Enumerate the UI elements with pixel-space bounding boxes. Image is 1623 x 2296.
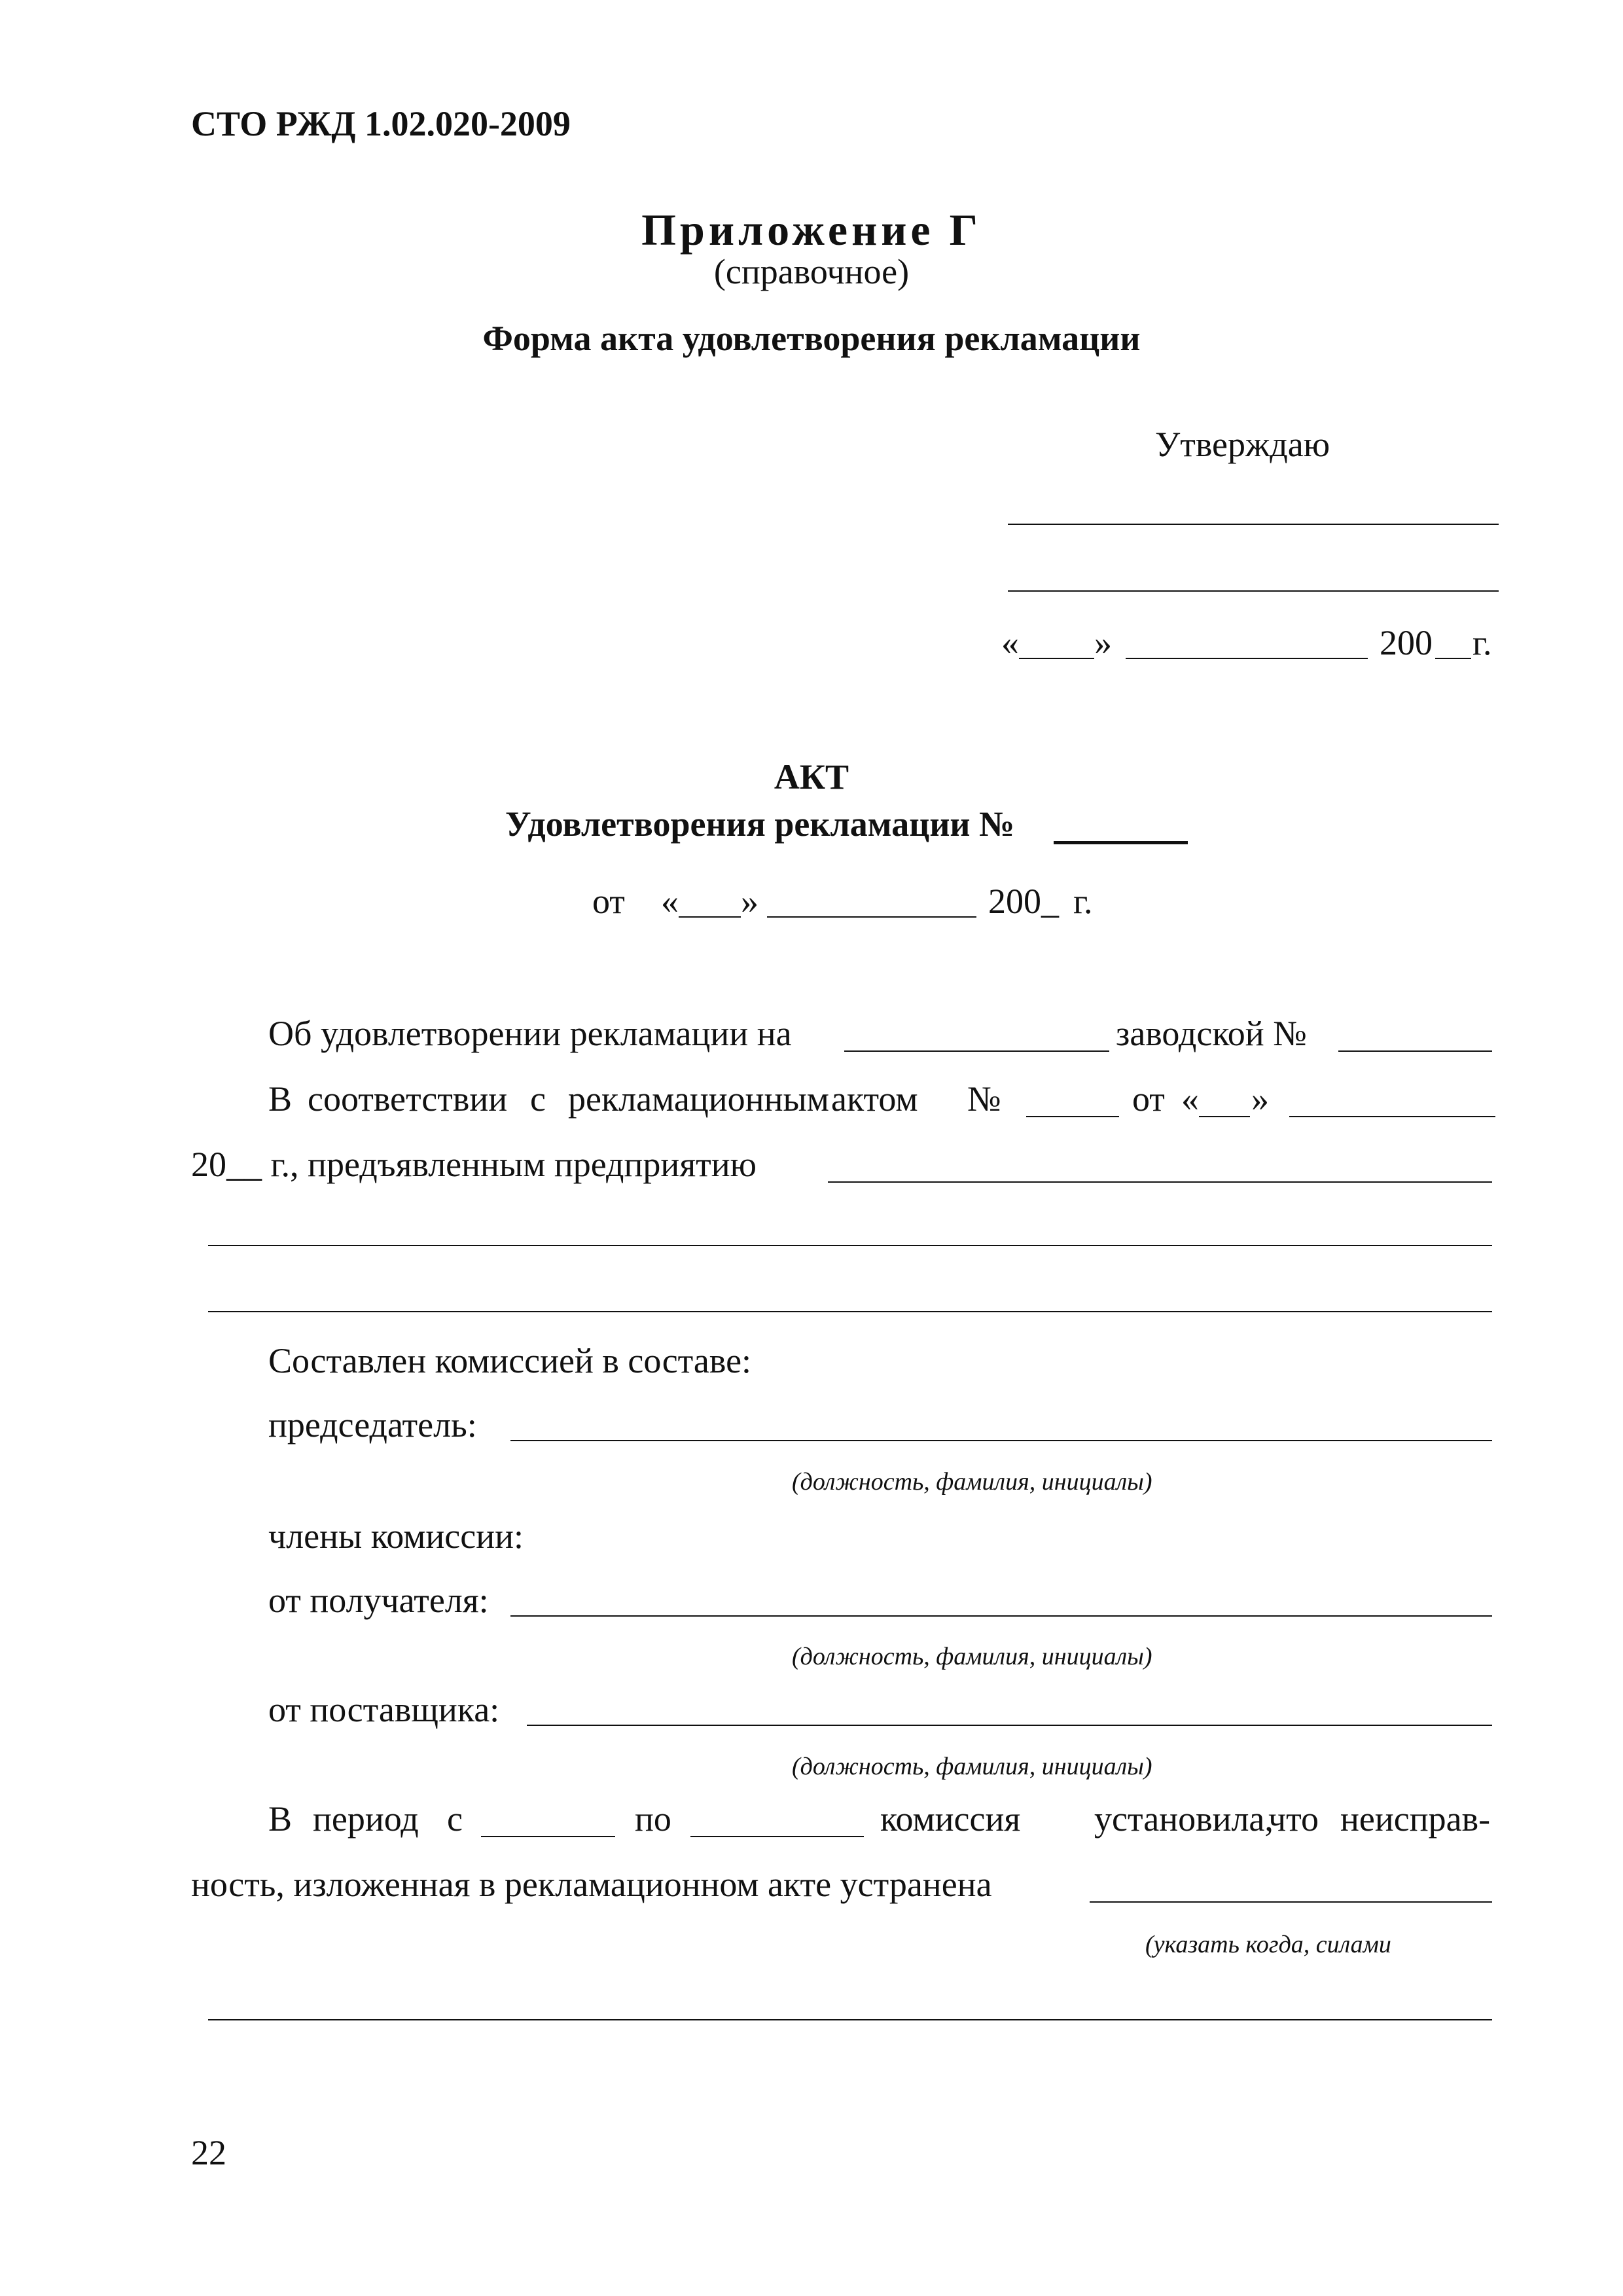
act-year: 200_: [988, 882, 1059, 921]
approval-date-open-quote: «: [1001, 623, 1019, 662]
enterprise-blank-line-2[interactable]: [208, 1245, 1492, 1246]
form-title: Форма акта удовлетворения рекламации: [482, 319, 1141, 358]
recipient-blank[interactable]: [510, 1615, 1492, 1617]
enterprise-blank-line-3[interactable]: [208, 1311, 1492, 1312]
act-heading: АКТ: [774, 757, 849, 797]
period-word-fault: неисправ-: [1340, 1799, 1491, 1839]
approval-date-close-quote: »: [1094, 623, 1112, 662]
act-day-blank[interactable]: [679, 916, 741, 918]
factory-number-blank[interactable]: [1338, 1050, 1492, 1052]
period-word-v: В: [268, 1799, 293, 1839]
act-date-open-quote: «: [661, 882, 679, 921]
act-subtitle: Удовлетворения рекламации №: [505, 804, 1015, 844]
period-word-commission: комиссия: [880, 1799, 1021, 1839]
period-start-blank[interactable]: [481, 1836, 615, 1837]
elimination-blank[interactable]: [1090, 1901, 1492, 1903]
approval-year: 200: [1380, 623, 1433, 662]
line2-word-act: актом: [831, 1079, 918, 1119]
approval-year-suffix: г.: [1472, 623, 1492, 662]
chairman-blank[interactable]: [510, 1440, 1492, 1441]
commission-intro: Составлен комиссией в составе:: [268, 1341, 752, 1380]
line2-number-sign: №: [967, 1079, 1001, 1119]
approval-label: Утверждаю: [1155, 425, 1330, 464]
appendix-note: (справочное): [713, 252, 910, 291]
chairman-hint: (должность, фамилия, инициалы): [792, 1468, 1152, 1496]
act-year-suffix: г.: [1073, 882, 1093, 921]
claim-act-month-blank[interactable]: [1289, 1116, 1495, 1117]
enterprise-blank[interactable]: [828, 1181, 1492, 1183]
act-month-blank[interactable]: [767, 916, 976, 918]
line2-close-quote: »: [1251, 1079, 1269, 1119]
line2-word-from: от: [1132, 1079, 1165, 1119]
line2-word-v: В: [268, 1079, 293, 1119]
line2-word-claim: рекламационным: [568, 1079, 829, 1119]
act-date-close-quote: »: [741, 882, 758, 921]
when-hint: (указать когда, силами: [1145, 1931, 1391, 1958]
enterprise-label: 20__ г., предъявленным предприятию: [191, 1145, 757, 1184]
period-word-that: что: [1268, 1799, 1319, 1839]
period-word-to: по: [635, 1799, 671, 1839]
approval-month-blank[interactable]: [1126, 658, 1368, 659]
supplier-hint: (должность, фамилия, инициалы): [792, 1753, 1152, 1780]
period-end-blank[interactable]: [690, 1836, 864, 1837]
approval-day-blank[interactable]: [1019, 658, 1094, 659]
approval-blank-line-2[interactable]: [1008, 590, 1499, 592]
act-date-prefix: от: [592, 882, 625, 921]
approval-year-blank[interactable]: [1435, 658, 1471, 659]
act-number-blank[interactable]: [1054, 841, 1188, 844]
factory-number-label: заводской №: [1116, 1014, 1307, 1053]
chairman-label: председатель:: [268, 1405, 477, 1444]
approval-blank-line-1[interactable]: [1008, 524, 1499, 525]
line2-open-quote: «: [1181, 1079, 1199, 1119]
appendix-title: Приложение Г: [641, 205, 982, 255]
period-word-established: установила,: [1094, 1799, 1274, 1839]
claim-subject-blank[interactable]: [844, 1050, 1109, 1052]
recipient-hint: (должность, фамилия, инициалы): [792, 1643, 1152, 1670]
supplier-label: от поставщика:: [268, 1690, 500, 1729]
claim-act-day-blank[interactable]: [1199, 1116, 1250, 1117]
period-word-period: период: [313, 1799, 419, 1839]
supplier-blank[interactable]: [527, 1725, 1492, 1726]
members-label: члены комиссии:: [268, 1516, 524, 1556]
line2-word-with: с: [530, 1079, 546, 1119]
line2-word-accordance: соответствии: [308, 1079, 508, 1119]
claim-subject-label: Об удовлетворении рекламации на: [268, 1014, 792, 1053]
claim-act-number-blank[interactable]: [1026, 1116, 1119, 1117]
period-line2: ность, изложенная в рекламационном акте устранена: [191, 1865, 992, 1904]
recipient-label: от получателя:: [268, 1581, 489, 1620]
elimination-blank-line-2[interactable]: [208, 2019, 1492, 2020]
period-word-from: с: [447, 1799, 463, 1839]
document-code: СТО РЖД 1.02.020-2009: [191, 104, 571, 143]
page-number: 22: [191, 2133, 226, 2172]
